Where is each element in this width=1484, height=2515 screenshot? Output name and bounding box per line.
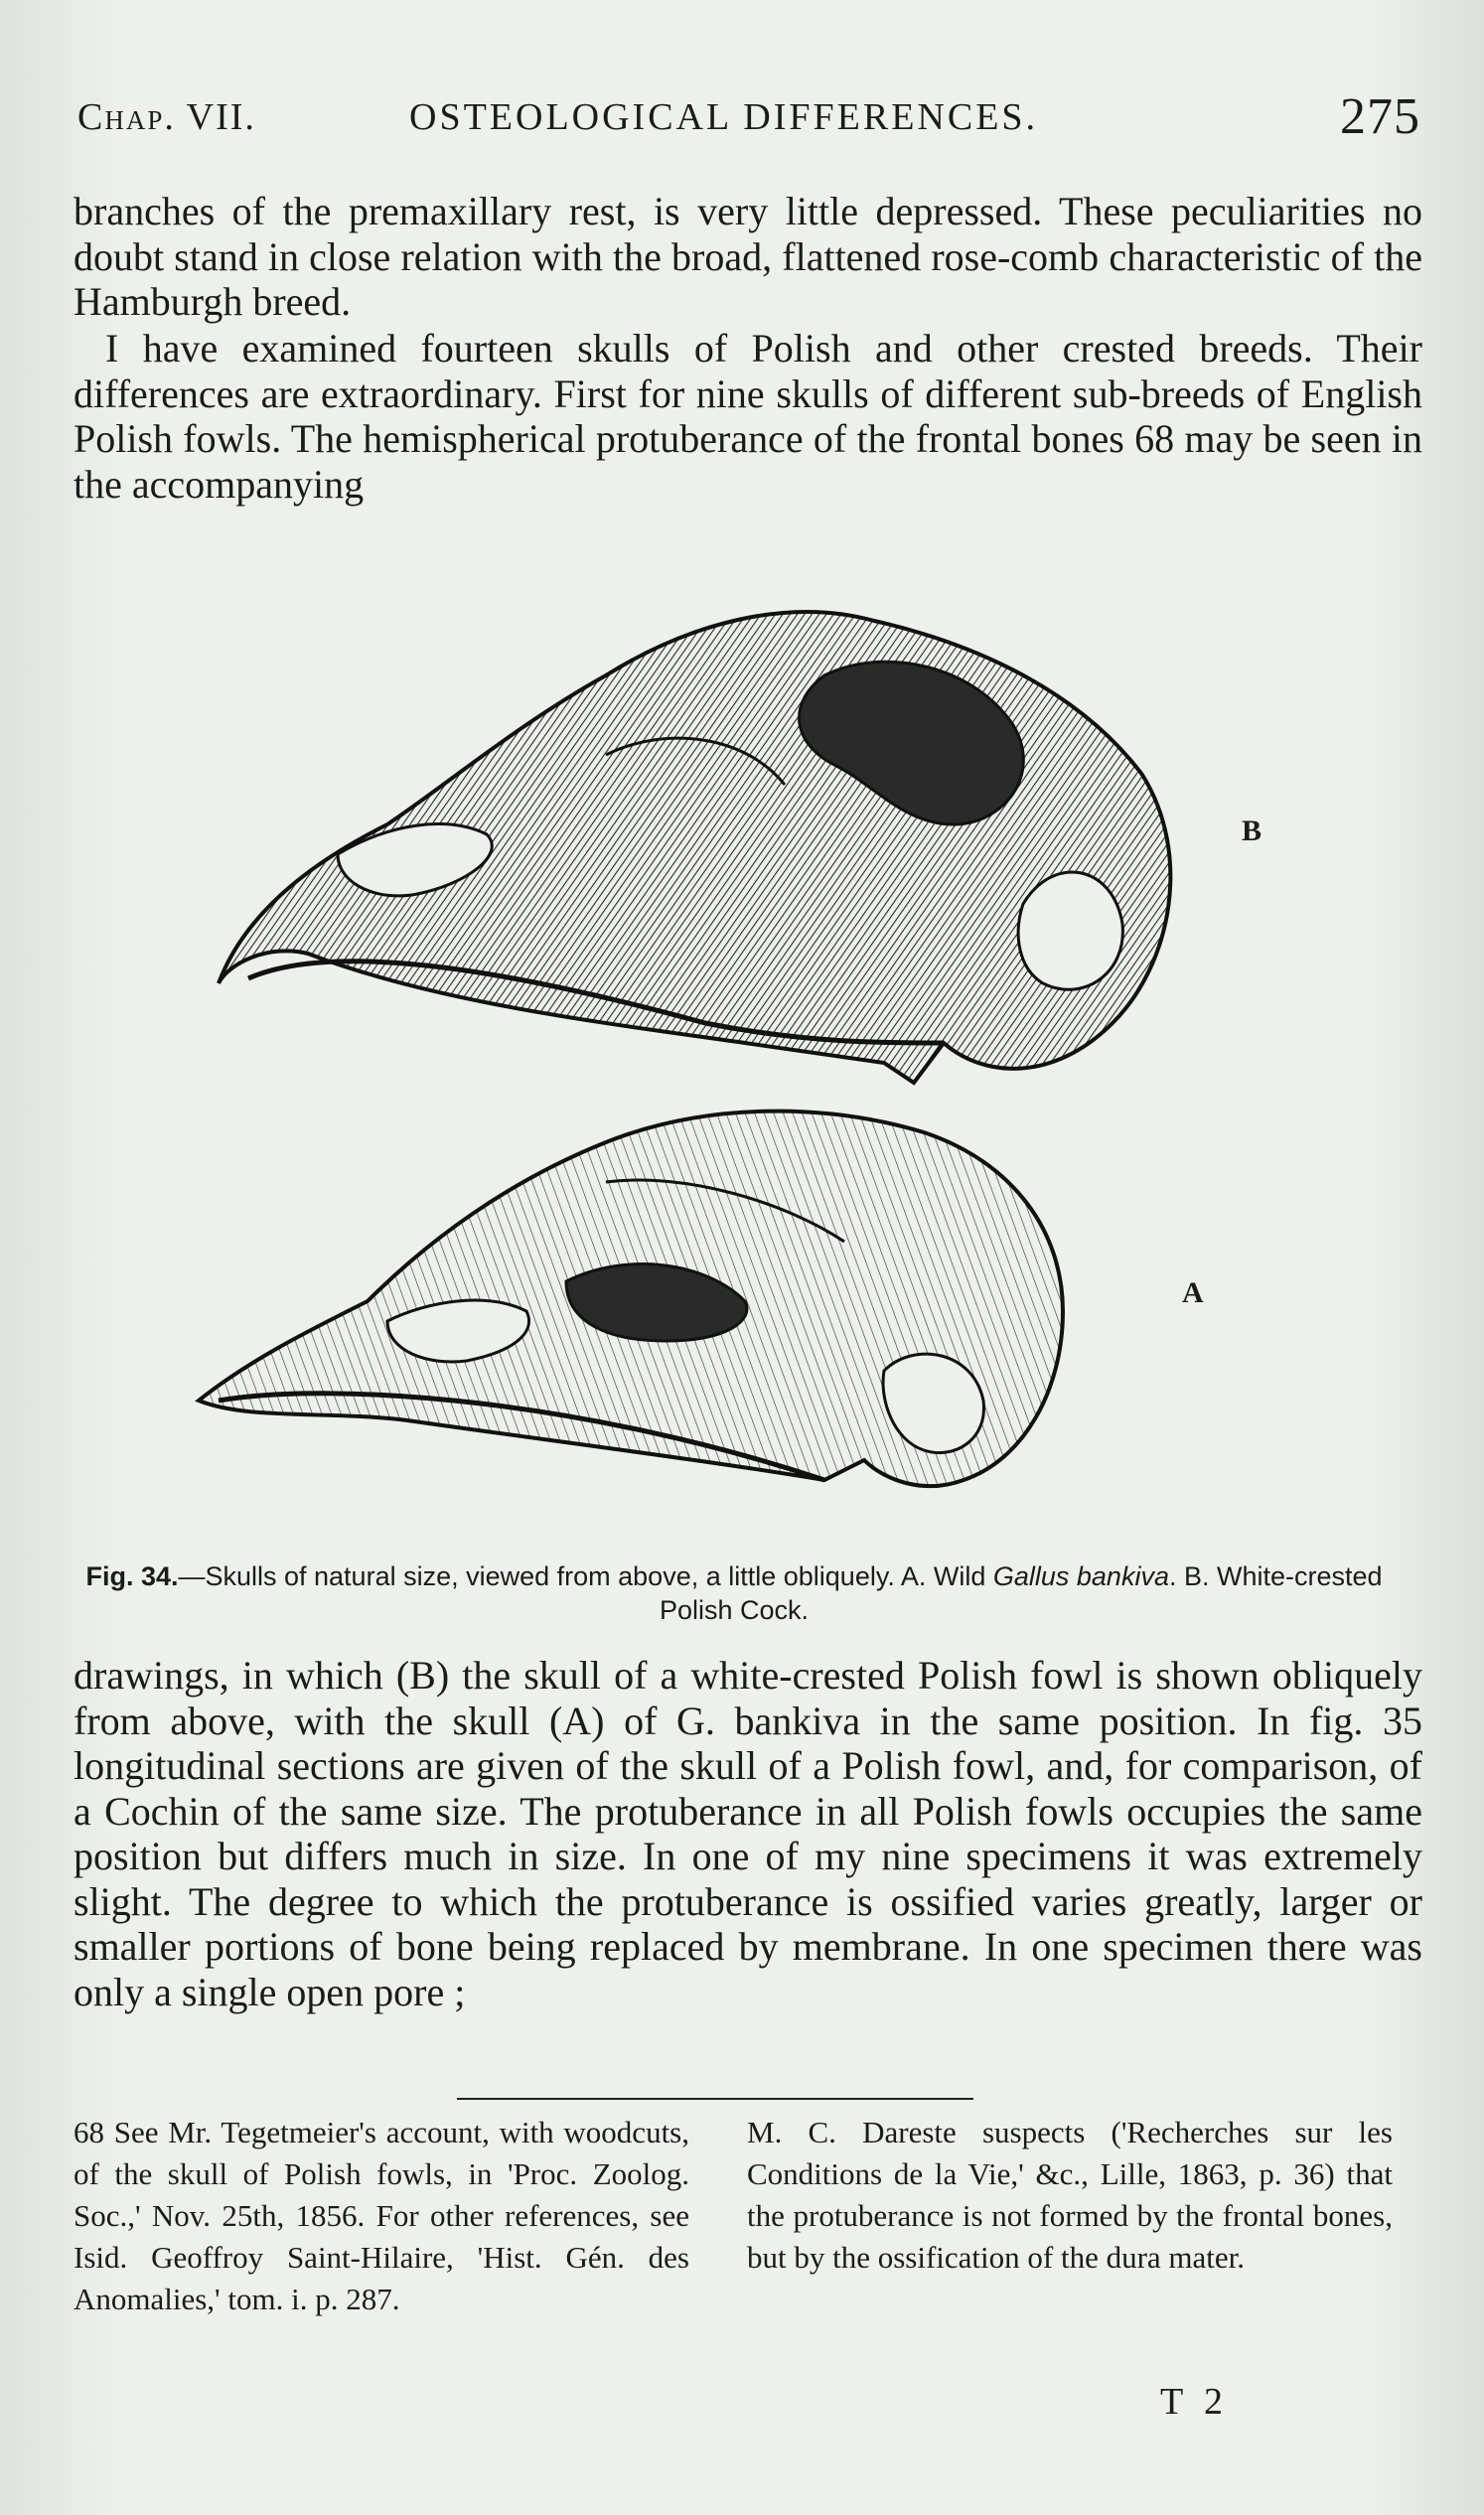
paragraph-2: I have examined fourteen skulls of Polish and other crested breeds. Their differences are extraordinary. First for nine skulls of different sub-breeds of English Polish fowls. The hemispherical protuberance of the frontal bones 68 may be seen in the accompanying (74, 326, 1422, 507)
caption-text: —Skulls of natural size, viewed from above, a little obliquely. A. Wild (178, 1561, 993, 1591)
footnote-rule (457, 2098, 973, 2100)
figure-caption (66, 1559, 1403, 1627)
paragraph-3: drawings, in which (B) the skull of a white-crested Polish fowl is shown obliquely from above, with the skull (A) of G. bankiva in the same position. In fig. 35 longitudinal sections are given of the skull of a Polish fowl, and, for comparison, of a Cochin of the same size. The protuberance in all Polish fowls occupies the same position but differs much in size. In one of my nine specimens it was extremely slight. The degree to which the protuberance is ossified varies greatly, larger or smaller portions of bone being replaced by membrane. In one specimen there was only a single open pore ; (74, 1653, 1422, 2014)
caption-genus: Gallus bankiva (992, 1561, 1169, 1591)
skull-figure (189, 526, 1262, 1569)
skull-a-drawing (199, 1111, 1063, 1486)
skull-drawings (189, 526, 1222, 1569)
caption-prefix: Fig. 34. (85, 1561, 179, 1591)
footnote-right: M. C. Dareste suspects ('Recherches sur les Conditions de la Vie,' &c., Lille, 1863, p. 36) that the protuberance is not formed by the frontal bones, but by the ossification of the dura mater. (747, 2115, 1393, 2275)
chapter-label: Chap. VII. (77, 96, 256, 138)
caption-end: . B. White-crested Polish Cock. (659, 1561, 1383, 1625)
signature-mark: T 2 (1160, 2381, 1230, 2423)
paragraph-1: branches of the premaxillary rest, is very little depressed. These peculiarities no doubt stand in close relation with the broad, flattened rose-comb characteristic of the Hamburgh breed. (74, 189, 1422, 324)
label-a: A (1182, 1276, 1204, 1309)
running-title: OSTEOLOGICAL DIFFERENCES. (409, 96, 1039, 138)
running-head (77, 87, 1420, 147)
label-b: B (1242, 814, 1262, 847)
skull-b-drawing (219, 612, 1170, 1083)
page-number: 275 (1340, 88, 1420, 145)
footnote-left: 68 See Mr. Tegetmeier's account, with woodcuts, of the skull of Polish fowls, in 'Proc. Zoolog. Soc.,' Nov. 25th, 1856. For other references, see Isid. Geoffroy Saint-Hilaire, 'Hist. Gén. des Anomalies,' tom. i. p. 287. (74, 2115, 689, 2316)
